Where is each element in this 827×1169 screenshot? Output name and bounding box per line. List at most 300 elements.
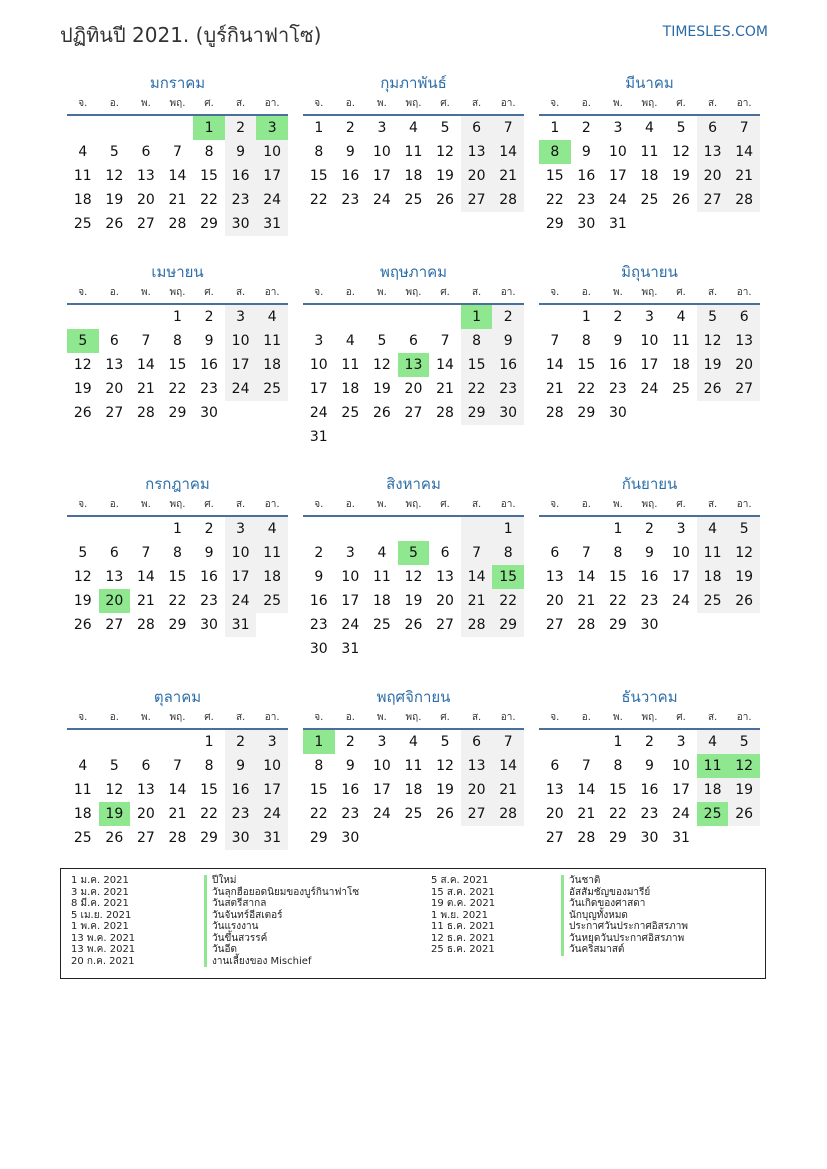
empty-cell: [697, 212, 729, 236]
week-row: [67, 305, 288, 329]
day-cell: 4: [78, 144, 88, 160]
day-cell: 16: [200, 569, 218, 585]
day-cell: 16: [309, 593, 328, 609]
day-cell: 5: [109, 758, 119, 774]
weekday-label: ศ.: [204, 499, 214, 510]
week-row: [67, 164, 288, 188]
week-row: [539, 140, 760, 164]
week-row: [67, 401, 288, 425]
day-cell: 12: [436, 758, 454, 774]
day-cell: 2: [581, 120, 591, 136]
day-cell: 21: [168, 806, 187, 822]
day-cell: 27: [697, 188, 729, 212]
legend-marker: [561, 944, 564, 956]
week-row: [67, 541, 288, 565]
day-cell: 23: [225, 188, 257, 212]
day-cell: 10: [225, 329, 257, 353]
week-row: [539, 353, 760, 377]
day-cell: 7: [492, 730, 524, 754]
day-cell: 9: [581, 144, 591, 160]
day-cell: 4: [409, 120, 418, 136]
day-cell: 4: [409, 734, 418, 750]
weekday-label: ส.: [471, 287, 482, 298]
week-row: [303, 329, 524, 353]
day-cell: 27: [404, 405, 423, 421]
day-cell: 17: [225, 565, 257, 589]
day-cell: 21: [136, 381, 155, 397]
weekday-label: ศ.: [676, 287, 686, 298]
day-cell: 25: [672, 381, 690, 397]
day-cell: 10: [672, 545, 690, 561]
day-cell: 16: [225, 164, 257, 188]
day-cell: 10: [608, 144, 627, 160]
weekday-label: พฤ.: [641, 712, 658, 723]
weekday-header: [303, 283, 524, 305]
month-block: [67, 686, 288, 850]
day-cell: 11: [256, 541, 288, 565]
day-cell: 7: [550, 333, 560, 349]
week-row: [67, 116, 288, 140]
day-cell: 1: [173, 521, 182, 537]
day-cell: 21: [577, 593, 596, 609]
week-row: [539, 164, 760, 188]
day-cell: 26: [404, 617, 423, 633]
day-cell: 21: [136, 593, 155, 609]
day-cell: 21: [545, 381, 564, 397]
day-cell: 27: [728, 377, 760, 401]
weekday-header: [539, 283, 760, 305]
day-cell: 9: [225, 140, 257, 164]
empty-cell: [461, 637, 493, 661]
weekday-label: อา.: [500, 499, 516, 510]
day-cell: 18: [341, 381, 360, 397]
month-block: [67, 473, 288, 637]
month-block: [539, 261, 760, 425]
day-cell: 27: [545, 617, 564, 633]
day-cell: 5: [676, 120, 686, 136]
weekday-label: พฤ.: [405, 499, 422, 510]
legend-date: 8 มี.ค. 2021: [71, 898, 129, 909]
day-cell: 11: [640, 144, 659, 160]
day-cell: 9: [492, 329, 524, 353]
weekday-label: พ.: [613, 98, 623, 109]
day-cell: 30: [200, 617, 218, 633]
weekday-label: อา.: [736, 287, 752, 298]
day-cell: 29: [309, 830, 328, 846]
empty-cell: [335, 305, 367, 329]
empty-cell: [492, 826, 524, 850]
day-cell: 12: [404, 569, 423, 585]
day-cell: 24: [341, 617, 360, 633]
day-cell: 15: [200, 168, 218, 184]
day-cell: 5: [377, 333, 387, 349]
day-cell: 28: [436, 405, 454, 421]
week-row: [303, 589, 524, 613]
week-row: [67, 329, 288, 353]
day-cell: 18: [73, 806, 92, 822]
day-cell: 3: [345, 545, 355, 561]
month-name: ธันวาคม: [621, 688, 678, 706]
day-cell: 2: [314, 545, 324, 561]
empty-cell: [398, 305, 430, 329]
day-cell: 26: [697, 377, 729, 401]
day-cell: 22: [461, 377, 493, 401]
day-cell: 12: [728, 541, 760, 565]
day-cell: 1: [314, 120, 324, 136]
day-cell: 15: [168, 569, 187, 585]
day-cell: 13: [545, 569, 564, 585]
day-cell: 22: [608, 593, 627, 609]
day-cell: 8: [173, 333, 182, 349]
month-name: สิงหาคม: [386, 475, 441, 493]
day-cell: 28: [545, 405, 564, 421]
day-cell: 26: [73, 405, 92, 421]
week-row: [539, 613, 760, 637]
day-cell: 22: [309, 192, 328, 208]
day-cell: 21: [492, 778, 524, 802]
day-cell: 8: [461, 329, 493, 353]
day-cell: 29: [200, 830, 218, 846]
day-cell: 4: [256, 305, 288, 329]
weekday-label: ส.: [471, 98, 482, 109]
day-cell: 17: [608, 168, 627, 184]
week-row: [67, 517, 288, 541]
day-cell: 21: [168, 192, 187, 208]
month-block: [539, 72, 760, 236]
week-row: [539, 305, 760, 329]
month-name: พฤษภาคม: [379, 263, 448, 281]
week-row: [539, 116, 760, 140]
empty-cell: [256, 613, 288, 637]
day-cell: 16: [640, 569, 659, 585]
day-cell: 6: [141, 758, 151, 774]
legend-marker: [204, 944, 207, 956]
day-cell: 3: [256, 116, 288, 140]
day-cell: 18: [73, 192, 92, 208]
weekday-label: ส.: [471, 499, 482, 510]
day-cell: 30: [640, 830, 659, 846]
day-cell: 5: [697, 305, 729, 329]
weekday-label: อ.: [345, 98, 355, 109]
legend-marker: [561, 921, 564, 933]
day-cell: 11: [404, 758, 423, 774]
empty-cell: [539, 305, 571, 329]
day-cell: 26: [672, 192, 690, 208]
day-cell: 20: [404, 381, 423, 397]
day-cell: 1: [550, 120, 560, 136]
day-cell: 10: [256, 140, 288, 164]
day-cell: 27: [436, 617, 454, 633]
empty-cell: [130, 730, 162, 754]
weekday-label: อ.: [581, 499, 591, 510]
legend-holiday-name: วันอีด: [212, 944, 237, 955]
day-cell: 2: [613, 309, 623, 325]
day-cell: 19: [436, 782, 454, 798]
day-cell: 30: [608, 405, 627, 421]
day-cell: 27: [461, 188, 493, 212]
day-cell: 19: [697, 353, 729, 377]
weekday-header: [303, 495, 524, 517]
week-row: [67, 802, 288, 826]
day-cell: 8: [613, 545, 623, 561]
weekday-label: ศ.: [204, 98, 214, 109]
day-cell: 7: [173, 144, 182, 160]
day-cell: 24: [225, 377, 257, 401]
day-cell: 22: [168, 593, 187, 609]
weekday-label: พฤ.: [169, 499, 186, 510]
empty-cell: [99, 517, 131, 541]
legend-date: 13 พ.ค. 2021: [71, 932, 136, 944]
day-cell: 26: [728, 589, 760, 613]
month-name: มีนาคม: [625, 74, 674, 92]
day-cell: 3: [225, 517, 257, 541]
weekday-label: พฤ.: [169, 287, 186, 298]
weekday-label: ส.: [471, 712, 482, 723]
empty-cell: [697, 401, 729, 425]
weekday-label: อ.: [109, 287, 119, 298]
day-cell: 16: [341, 168, 360, 184]
legend-holiday-name: วันจันทร์อีสเตอร์: [212, 909, 283, 921]
day-cell: 3: [314, 333, 324, 349]
day-cell: 30: [492, 401, 524, 425]
weekday-label: อา.: [264, 712, 280, 723]
day-cell: 11: [697, 754, 729, 778]
day-cell: 22: [492, 589, 524, 613]
day-cell: 21: [577, 806, 596, 822]
day-cell: 17: [256, 164, 288, 188]
legend-date: 25 ธ.ค. 2021: [431, 944, 495, 955]
day-cell: 13: [461, 140, 493, 164]
empty-cell: [492, 637, 524, 661]
day-cell: 15: [492, 565, 524, 589]
day-cell: 15: [461, 353, 493, 377]
day-cell: 10: [372, 758, 391, 774]
day-cell: 21: [436, 381, 454, 397]
day-cell: 25: [73, 830, 92, 846]
weekday-label: ศ.: [440, 98, 450, 109]
empty-cell: [67, 730, 99, 754]
empty-cell: [225, 401, 257, 425]
day-cell: 30: [225, 212, 257, 236]
empty-cell: [461, 826, 493, 850]
legend-holiday-name: ปีใหม่: [212, 875, 237, 886]
empty-cell: [429, 305, 461, 329]
legend-date: 15 ส.ค. 2021: [431, 886, 495, 898]
day-cell: 3: [676, 734, 686, 750]
day-cell: 10: [341, 569, 360, 585]
day-cell: 11: [73, 782, 92, 798]
day-cell: 3: [256, 730, 288, 754]
empty-cell: [634, 401, 666, 425]
day-cell: 24: [256, 802, 288, 826]
weekday-header: [539, 708, 760, 730]
day-cell: 15: [545, 168, 564, 184]
day-cell: 23: [341, 192, 360, 208]
empty-cell: [665, 401, 697, 425]
day-cell: 6: [550, 758, 560, 774]
day-cell: 6: [109, 333, 119, 349]
day-cell: 25: [73, 216, 92, 232]
weekday-header: [67, 94, 288, 116]
day-cell: 1: [204, 734, 214, 750]
day-cell: 19: [73, 593, 92, 609]
week-row: [303, 637, 524, 661]
day-cell: 14: [461, 565, 493, 589]
day-cell: 13: [697, 140, 729, 164]
empty-cell: [162, 116, 194, 140]
day-cell: 15: [200, 782, 218, 798]
week-row: [303, 613, 524, 637]
day-cell: 13: [398, 353, 430, 377]
day-cell: 17: [341, 593, 360, 609]
day-cell: 14: [728, 140, 760, 164]
empty-cell: [67, 517, 99, 541]
empty-cell: [539, 730, 571, 754]
day-cell: 4: [645, 120, 654, 136]
day-cell: 6: [440, 545, 450, 561]
day-cell: 6: [141, 144, 151, 160]
weekday-label: พฤ.: [641, 499, 658, 510]
day-cell: 6: [109, 545, 119, 561]
day-cell: 23: [492, 377, 524, 401]
month-name: กุมภาพันธ์: [380, 74, 447, 92]
day-cell: 24: [309, 405, 328, 421]
weekday-label: ส.: [235, 712, 246, 723]
legend-marker: [561, 910, 564, 922]
day-cell: 4: [345, 333, 355, 349]
legend-markers-col1: [204, 875, 207, 967]
day-cell: 2: [345, 120, 355, 136]
day-cell: 7: [141, 545, 151, 561]
day-cell: 17: [372, 168, 391, 184]
day-cell: 5: [398, 541, 430, 565]
weekday-label: ศ.: [676, 98, 686, 109]
weekday-label: อา.: [736, 712, 752, 723]
month-name: กรกฎาคม: [145, 475, 210, 493]
day-cell: 1: [613, 734, 623, 750]
weekday-label: จ.: [314, 499, 324, 510]
day-cell: 26: [436, 192, 454, 208]
day-cell: 18: [404, 168, 423, 184]
day-cell: 28: [136, 617, 155, 633]
day-cell: 8: [314, 144, 324, 160]
day-cell: 26: [105, 216, 124, 232]
empty-cell: [461, 425, 493, 449]
legend-marker: [204, 887, 207, 899]
empty-cell: [303, 305, 335, 329]
weekday-label: ศ.: [676, 712, 686, 723]
day-cell: 9: [645, 545, 654, 561]
weekday-label: จ.: [550, 712, 560, 723]
day-cell: 4: [697, 517, 729, 541]
day-cell: 20: [436, 593, 454, 609]
empty-cell: [366, 637, 398, 661]
day-cell: 3: [645, 309, 654, 325]
empty-cell: [67, 116, 99, 140]
day-cell: 10: [256, 754, 288, 778]
week-row: [539, 826, 760, 850]
day-cell: 29: [577, 405, 596, 421]
legend-names-col2: [569, 875, 688, 956]
day-cell: 23: [200, 593, 218, 609]
site-link[interactable]: TIMESLES.COM: [662, 24, 768, 40]
day-cell: 18: [697, 565, 729, 589]
day-cell: 17: [372, 782, 391, 798]
day-cell: 2: [225, 730, 257, 754]
day-cell: 2: [345, 734, 355, 750]
day-cell: 23: [309, 617, 328, 633]
day-cell: 27: [105, 405, 124, 421]
legend-holiday-name: ประกาศวันประกาศอิสรภาพ: [569, 921, 688, 932]
day-cell: 18: [256, 353, 288, 377]
weekday-label: อ.: [109, 98, 119, 109]
empty-cell: [130, 305, 162, 329]
day-cell: 20: [461, 778, 493, 802]
day-cell: 15: [608, 569, 627, 585]
week-row: [303, 802, 524, 826]
empty-cell: [162, 730, 194, 754]
week-row: [539, 401, 760, 425]
day-cell: 10: [372, 144, 391, 160]
day-cell: 15: [608, 782, 627, 798]
day-cell: 14: [492, 754, 524, 778]
day-cell: 17: [309, 381, 328, 397]
legend-marker: [204, 921, 207, 933]
day-cell: 9: [645, 758, 654, 774]
empty-cell: [697, 826, 729, 850]
day-cell: 20: [545, 806, 564, 822]
legend-holiday-name: วันคริสมาสต์: [569, 944, 625, 955]
week-row: [67, 778, 288, 802]
day-cell: 8: [539, 140, 571, 164]
empty-cell: [429, 637, 461, 661]
day-cell: 14: [492, 140, 524, 164]
day-cell: 13: [461, 754, 493, 778]
day-cell: 22: [200, 192, 218, 208]
day-cell: 8: [581, 333, 591, 349]
day-cell: 20: [136, 806, 155, 822]
weekday-label: อ.: [345, 287, 355, 298]
day-cell: 7: [141, 333, 151, 349]
empty-cell: [429, 425, 461, 449]
legend-holiday-name: วันเกิดของศาสดา: [569, 898, 646, 909]
page-title: ปฏิทินปี 2021. (บูร์กินาฟาโซ): [60, 23, 322, 47]
week-row: [539, 730, 760, 754]
day-cell: 5: [109, 144, 119, 160]
day-cell: 23: [577, 192, 596, 208]
weekday-label: ส.: [707, 287, 718, 298]
empty-cell: [335, 425, 367, 449]
week-row: [67, 730, 288, 754]
day-cell: 9: [345, 758, 355, 774]
legend-markers-col2: [561, 875, 564, 956]
legend-date: 1 พ.ค. 2021: [71, 921, 129, 932]
week-row: [67, 140, 288, 164]
day-cell: 7: [461, 541, 493, 565]
week-row: [303, 401, 524, 425]
empty-cell: [429, 826, 461, 850]
day-cell: 9: [345, 144, 355, 160]
empty-cell: [99, 116, 131, 140]
day-cell: 21: [461, 589, 493, 613]
day-cell: 12: [436, 144, 454, 160]
weekday-label: พฤ.: [641, 98, 658, 109]
empty-cell: [492, 425, 524, 449]
day-cell: 30: [341, 830, 360, 846]
day-cell: 20: [728, 353, 760, 377]
day-cell: 3: [377, 120, 387, 136]
empty-cell: [256, 401, 288, 425]
